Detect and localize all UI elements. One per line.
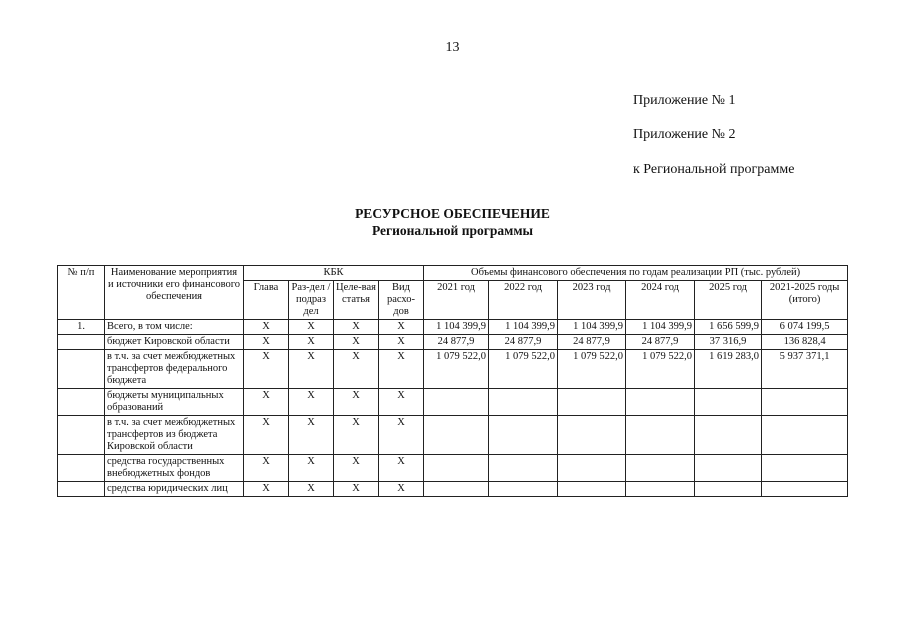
value-total xyxy=(762,389,848,416)
value-2025 xyxy=(695,416,762,455)
value-2024 xyxy=(626,416,695,455)
value-2021 xyxy=(424,455,489,482)
value-2023: 24 877,9 xyxy=(558,335,626,350)
value-total: 136 828,4 xyxy=(762,335,848,350)
value-total xyxy=(762,416,848,455)
header-2023: 2023 год xyxy=(558,281,626,320)
table-header-row-1 xyxy=(58,266,848,281)
kbk-glava: X xyxy=(244,320,289,335)
kbk-glava: X xyxy=(244,455,289,482)
header-num: № п/п xyxy=(58,266,105,320)
kbk-razdel: X xyxy=(289,482,334,497)
resource-table xyxy=(57,265,848,497)
value-2022 xyxy=(489,455,558,482)
value-2021: 1 104 399,9 xyxy=(424,320,489,335)
kbk-glava: X xyxy=(244,482,289,497)
header-celevaya: Целе-вая статья xyxy=(334,281,379,320)
value-total: 5 937 371,1 xyxy=(762,350,848,389)
kbk-celevaya: X xyxy=(334,350,379,389)
value-2025 xyxy=(695,455,762,482)
table-row xyxy=(58,416,848,455)
appendix-label-1: Приложение № 1 xyxy=(633,93,736,108)
row-name: в т.ч. за счет межбюджетных трансфертов из бюджета Кировской области xyxy=(105,416,244,455)
kbk-celevaya: X xyxy=(334,416,379,455)
value-2021: 24 877,9 xyxy=(424,335,489,350)
appendix-label-3: к Региональной программе xyxy=(633,162,795,177)
header-total: 2021-2025 годы (итого) xyxy=(762,281,848,320)
header-glava: Глава xyxy=(244,281,289,320)
value-2025: 1 656 599,9 xyxy=(695,320,762,335)
kbk-razdel: X xyxy=(289,416,334,455)
appendix-label-2: Приложение № 2 xyxy=(633,127,736,142)
value-2023 xyxy=(558,482,626,497)
kbk-vid: X xyxy=(379,389,424,416)
value-total xyxy=(762,455,848,482)
page-number: 13 xyxy=(445,40,460,55)
kbk-razdel: X xyxy=(289,455,334,482)
header-vid: Вид расхо-дов xyxy=(379,281,424,320)
value-total: 6 074 199,5 xyxy=(762,320,848,335)
kbk-celevaya: X xyxy=(334,482,379,497)
value-2023 xyxy=(558,389,626,416)
header-volumes: Объемы финансового обеспечения по годам реализации РП (тыс. рублей) xyxy=(424,266,848,281)
kbk-vid: X xyxy=(379,455,424,482)
row-name: средства юридических лиц xyxy=(105,482,244,497)
kbk-vid: X xyxy=(379,350,424,389)
row-index xyxy=(58,350,105,389)
value-2024 xyxy=(626,455,695,482)
value-2022 xyxy=(489,482,558,497)
value-2022 xyxy=(489,416,558,455)
document-title: РЕСУРСНОЕ ОБЕСПЕЧЕНИЕ xyxy=(355,206,550,221)
value-2025: 1 619 283,0 xyxy=(695,350,762,389)
row-name: бюджеты муниципальных образований xyxy=(105,389,244,416)
value-2022: 1 079 522,0 xyxy=(489,350,558,389)
kbk-razdel: X xyxy=(289,350,334,389)
kbk-razdel: X xyxy=(289,335,334,350)
value-2025 xyxy=(695,482,762,497)
value-2023: 1 079 522,0 xyxy=(558,350,626,389)
value-2025: 37 316,9 xyxy=(695,335,762,350)
value-2024: 24 877,9 xyxy=(626,335,695,350)
kbk-celevaya: X xyxy=(334,320,379,335)
value-2023 xyxy=(558,416,626,455)
value-2022 xyxy=(489,389,558,416)
kbk-vid: X xyxy=(379,482,424,497)
row-name: бюджет Кировской области xyxy=(105,335,244,350)
value-2021 xyxy=(424,389,489,416)
value-2022: 24 877,9 xyxy=(489,335,558,350)
value-2023 xyxy=(558,455,626,482)
table-row xyxy=(58,455,848,482)
kbk-razdel: X xyxy=(289,320,334,335)
kbk-vid: X xyxy=(379,320,424,335)
value-2024: 1 104 399,9 xyxy=(626,320,695,335)
kbk-celevaya: X xyxy=(334,389,379,416)
row-index xyxy=(58,416,105,455)
row-name: Всего, в том числе: xyxy=(105,320,244,335)
row-index xyxy=(58,389,105,416)
header-2025: 2025 год xyxy=(695,281,762,320)
header-2024: 2024 год xyxy=(626,281,695,320)
value-total xyxy=(762,482,848,497)
kbk-glava: X xyxy=(244,389,289,416)
document-subtitle: Региональной программы xyxy=(371,223,534,238)
row-index: 1. xyxy=(58,320,105,335)
kbk-celevaya: X xyxy=(334,455,379,482)
value-2024 xyxy=(626,482,695,497)
header-razdel: Раз-дел / подраз дел xyxy=(289,281,334,320)
row-index xyxy=(58,455,105,482)
kbk-razdel: X xyxy=(289,389,334,416)
table-row xyxy=(58,320,848,335)
value-2022: 1 104 399,9 xyxy=(489,320,558,335)
table-row xyxy=(58,389,848,416)
value-2024: 1 079 522,0 xyxy=(626,350,695,389)
table-row xyxy=(58,350,848,389)
header-2022: 2022 год xyxy=(489,281,558,320)
kbk-vid: X xyxy=(379,416,424,455)
header-kbk: КБК xyxy=(244,266,424,281)
table-row xyxy=(58,335,848,350)
kbk-vid: X xyxy=(379,335,424,350)
row-index xyxy=(58,482,105,497)
header-2021: 2021 год xyxy=(424,281,489,320)
header-name: Наименование мероприятия и источники его финансового обеспечения xyxy=(105,266,244,320)
kbk-glava: X xyxy=(244,416,289,455)
value-2023: 1 104 399,9 xyxy=(558,320,626,335)
value-2021: 1 079 522,0 xyxy=(424,350,489,389)
row-name: в т.ч. за счет межбюджетных трансфертов федерального бюджета xyxy=(105,350,244,389)
table-row xyxy=(58,482,848,497)
value-2024 xyxy=(626,389,695,416)
row-index xyxy=(58,335,105,350)
kbk-glava: X xyxy=(244,335,289,350)
kbk-glava: X xyxy=(244,350,289,389)
kbk-celevaya: X xyxy=(334,335,379,350)
row-name: средства государственных внебюджетных фондов xyxy=(105,455,244,482)
value-2021 xyxy=(424,416,489,455)
value-2025 xyxy=(695,389,762,416)
value-2021 xyxy=(424,482,489,497)
